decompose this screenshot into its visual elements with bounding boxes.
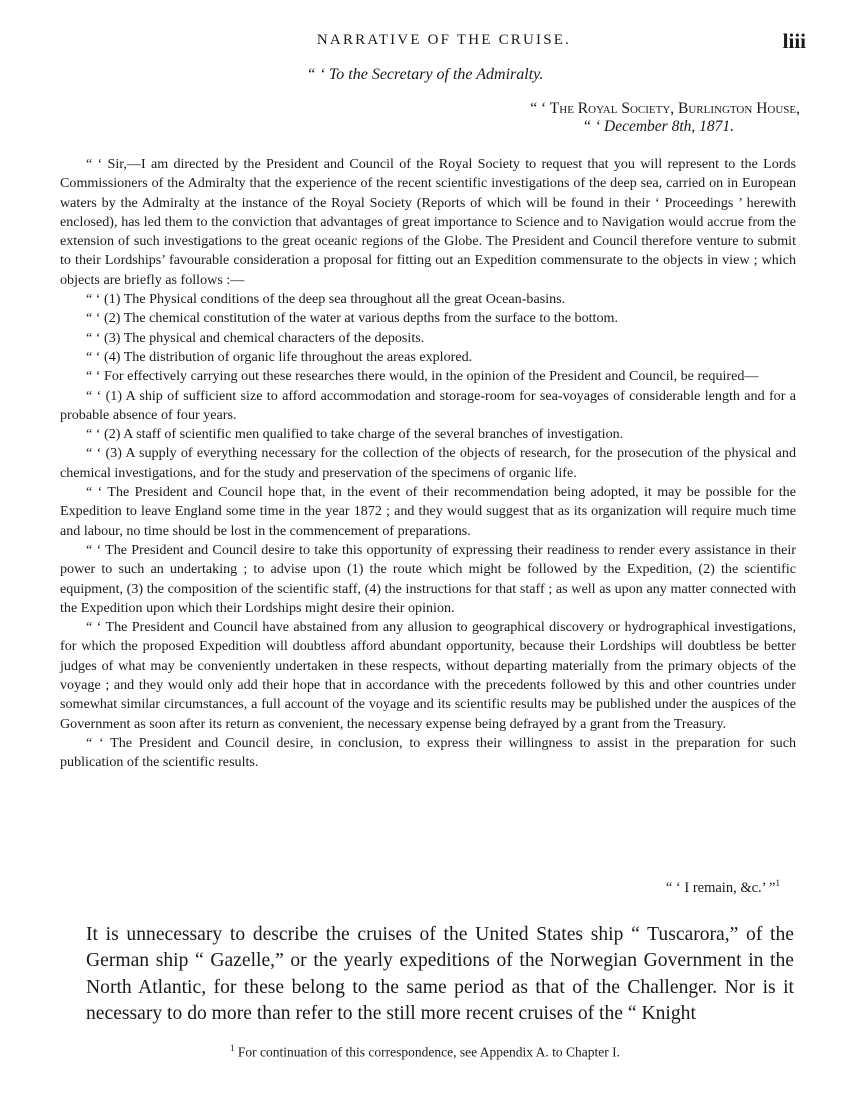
letter-body: [60, 155, 796, 773]
running-title: NARRATIVE OF THE CRUISE.: [316, 32, 572, 48]
letter-paragraph: “ ‘ (3) The physical and chemical characters of the deposits.: [86, 329, 425, 346]
letter-paragraph: “ ‘ (1) A ship of sufficient size to afford accommodation and storage-room for sea-voyages of considerable length and for a probable absence of four years.: [60, 387, 796, 423]
letter-paragraph: “ ‘ (2) The chemical constitution of the water at various depths from the surface to the bottom.: [86, 310, 619, 327]
signoff-text: “ ‘ I remain, &c.’ ”: [665, 879, 776, 896]
letter-paragraph: “ ‘ (3) A supply of everything necessary for the collection of the objects of research, for the prosecution of the physical and chemical investigations, and for the study and preservation of the specimens of organic life.: [60, 445, 796, 481]
page-header: [84, 29, 806, 56]
letter-paragraph: “ ‘ The President and Council hope that, in the event of their recommendation being adopted, it may be possible for the Expedition to leave England some time in the year 1872 ; and they would suggest that as its organization will require much time and labour, no time should be lost in the commencement of preparations.: [60, 484, 796, 539]
page-number: liii: [782, 29, 806, 53]
letter-paragraph: “ ‘ The President and Council desire, in conclusion, to express their willingness to assist in the preparation for such publication of the scientific results.: [60, 734, 796, 771]
letter-paragraph: “ ‘ (4) The distribution of organic life throughout the areas explored.: [86, 348, 473, 365]
letter-paragraph: “ ‘ The President and Council have abstained from any allusion to geographical discovery or hydrographical investigations, for which the proposed Expedition will doubtless afford abundant opportunity, because their Lordships will doubtless be better judges of what may be conveniently undertaken in these respects, without departing materially from the primary objects of the voyage ; and they would only add their hope that in accordance with the precedents followed by this and other countries under somewhat similar circumstances, a full account of the voyage and its scientific results may be published under the auspices of the Government as soon after its return as convenient, the necessary expense being defrayed by a grant from the Treasury.: [60, 619, 796, 732]
letter-paragraph: “ ‘ (1) The Physical conditions of the deep sea throughout all the great Ocean-basins.: [86, 291, 566, 308]
letterhead-date: “ ‘ December 8th, 1871.: [582, 118, 734, 135]
letter-paragraph: “ ‘ For effectively carrying out these researches there would, in the opinion of the President and Council, be required—: [86, 368, 759, 385]
footnote-reference: 1: [775, 878, 780, 888]
letter-addressee: “ ‘ To the Secretary of the Admiralty.: [306, 66, 544, 83]
letter-paragraph: “ ‘ (2) A staff of scientific men qualified to take charge of the several branches of investigation.: [86, 426, 624, 443]
letter-paragraph: “ ‘ Sir,—I am directed by the President and Council of the Royal Society to request that you will represent to the Lords Commissioners of the Admiralty that the experience of the recent scientific investigations of the deep sea, carried on in European waters by the Admiralty at the instance of the Royal Society (Reports of which will be found in their ‘ Proceedings ’ herewith enclosed), has led them to the conviction that advantages of great importance to Science and to Navigation would accrue from the extension of such investigations to the great oceanic regions of the Globe. The President and Council therefore venture to submit to their Lordships’ favourable consideration a proposal for fitting out an Expedition commensurate to the objects in view ; which objects are briefly as follows :—: [60, 156, 796, 288]
letterhead: [480, 100, 800, 136]
letter-signoff: [666, 878, 780, 897]
letterhead-address: “ ‘ The Royal Society, Burlington House,: [530, 100, 800, 117]
footnote-marker: 1: [230, 1043, 235, 1053]
narrative-body: [86, 922, 794, 1027]
letter-paragraph: “ ‘ The President and Council desire to take this opportunity of expressing their readiness to render every assistance in their power to such an undertaking ; to advise upon (1) the route which might be followed by the Expedition, (2) the scientific equipment, (3) the composition of the scientific staff, (4) the instructions for that staff ; as well as upon any matter connected with the Expedition upon which their Lordships might desire their opinion.: [60, 541, 796, 616]
footnote-text: For continuation of this correspondence, see Appendix A. to Chapter I.: [237, 1044, 620, 1060]
footnote: [0, 1043, 850, 1061]
narrative-paragraph: It is unnecessary to describe the cruises of the United States ship “ Tuscarora,” of the German ship “ Gazelle,” or the yearly expeditions of the Norwegian Government in the North Atlantic, for these belong to the same period as that of the Challenger. Nor is it necessary to do more than refer to the still more recent cruises of the “ Knight: [86, 924, 794, 1024]
